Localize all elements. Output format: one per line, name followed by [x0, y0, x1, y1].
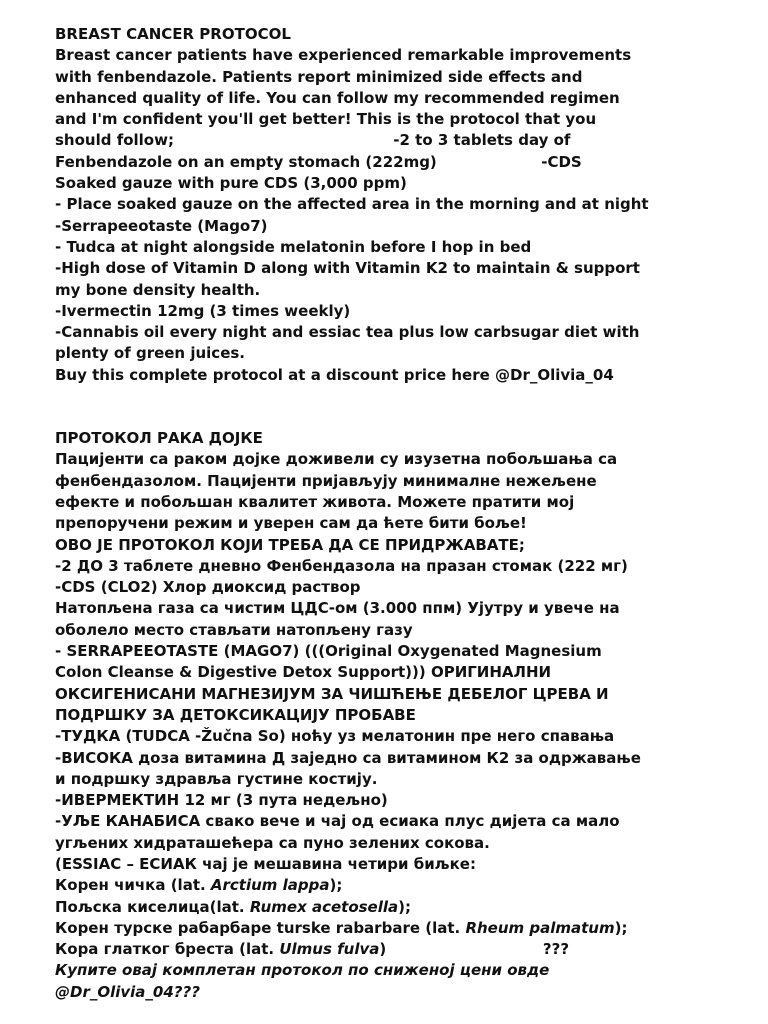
- serbian-line: -ТУДКА (TUDCA -Žučna So) ноћу уз мелатонин пре него спавања: [55, 727, 615, 746]
- serbian-line: фенбендазолом. Пацијенти пријављују минималне нежељене: [55, 471, 597, 490]
- serbian-line: препоручени режим и уверен сам да ћете бити боље!: [55, 514, 527, 533]
- herb-latin-name: Rheum palmatum: [465, 918, 615, 937]
- closing-line: @Dr_Olivia_04???: [55, 982, 200, 1001]
- herb-prefix: Пољска киселица(lat.: [55, 897, 250, 916]
- herb-prefix: Кора глатког бреста (lat.: [55, 940, 280, 959]
- serbian-line: и подршку здравља густине костију.: [55, 769, 378, 788]
- herb-line: [55, 918, 735, 939]
- serbian-line: -2 ДО 3 таблете дневно Фенбендазола на празан стомак (222 мг): [55, 556, 628, 575]
- herb-line: [55, 875, 735, 896]
- document-body: [55, 24, 735, 1003]
- herb-line: [55, 939, 735, 960]
- serbian-line: -УЉЕ КАНАБИСА свако вече и чај од есиака плус дијета са мало: [55, 812, 620, 831]
- serbian-line: оболело место стављати натопљену газу: [55, 620, 413, 639]
- english-line: -Cannabis oil every night and essiac tea plus low carbsugar diet with: [55, 323, 640, 342]
- english-line: -Ivermectin 12mg (3 times weekly): [55, 301, 351, 320]
- serbian-line: -ВИСОКА доза витамина Д заједно са витамином К2 за одржавање: [55, 748, 641, 767]
- english-line: -High dose of Vitamin D along with Vitamin K2 to maintain & support: [55, 259, 640, 278]
- english-line: Breast cancer patients have experienced remarkable improvements: [55, 46, 632, 65]
- serbian-line: ПОДРШКУ ЗА ДЕТОКСИКАЦИЈУ ПРОБАВЕ: [55, 705, 416, 724]
- serbian-line: -ИВЕРМЕКТИН 12 мг (3 пута недељно): [55, 791, 388, 810]
- herb-line: [55, 897, 735, 918]
- herb-latin-name: Arctium lappa: [210, 876, 330, 895]
- serbian-line: угљених хидраташећера са пуно зелених сокова.: [55, 833, 490, 852]
- english-line: should follow; -2 to 3 tablets day of: [55, 131, 571, 150]
- serbian-line: (ESSIAC – ЕСИАК чај је мешавина четири биљке:: [55, 854, 476, 873]
- serbian-line: Пацијенти са раком дојке доживели су изузетна побољшања са: [55, 450, 618, 469]
- herb-prefix: Корен турске рабарбаре turske rabarbare (lat.: [55, 918, 466, 937]
- serbian-line: -CDS (CLO2) Хлор диоксид раствор: [55, 578, 361, 597]
- english-line: my bone density health.: [55, 280, 261, 299]
- herb-suffix: );: [398, 897, 411, 916]
- english-line: Buy this complete protocol at a discount price here @Dr_Olivia_04: [55, 365, 614, 384]
- closing-line: Купите овај комплетан протокол по сниженој цени овде: [55, 961, 550, 980]
- english-line: Fenbendazole on an empty stomach (222mg) -CDS: [55, 152, 582, 171]
- herb-suffix: ) ???: [379, 940, 570, 959]
- english-line: enhanced quality of life. You can follow my recommended regimen: [55, 88, 620, 107]
- section-gap: [55, 386, 735, 428]
- english-line: -Serrapeeotaste (Mago7): [55, 216, 268, 235]
- english-line: - Place soaked gauze on the affected area in the morning and at night: [55, 195, 649, 214]
- english-line: with fenbendazole. Patients report minimized side effects and: [55, 67, 583, 86]
- english-title: BREAST CANCER PROTOCOL: [55, 25, 291, 43]
- herb-latin-name: Ulmus fulva: [279, 940, 380, 959]
- english-line: - Tudca at night alongside melatonin before I hop in bed: [55, 237, 532, 256]
- serbian-line: Colon Cleanse & Digestive Detox Support))) ОРИГИНАЛНИ: [55, 663, 552, 682]
- english-line: plenty of green juices.: [55, 344, 245, 363]
- serbian-title: ПРОТОКОЛ РАКА ДОЈКЕ: [55, 429, 263, 448]
- serbian-line: ОКСИГЕНИСАНИ МАГНЕЗИЈУМ ЗА ЧИШЋЕЊЕ ДЕБЕЛОГ ЦРЕВА И: [55, 684, 609, 703]
- english-line: and I'm confident you'll get better! This is the protocol that you: [55, 110, 597, 129]
- serbian-line: Натопљена газа са чистим ЦДС-ом (3.000 ппм) Ујутру и увече на: [55, 599, 620, 618]
- serbian-line: ефекте и побољшан квалитет живота. Можете пратити мој: [55, 492, 575, 511]
- herb-suffix: );: [329, 876, 343, 895]
- serbian-line: - SERRAPEEOTASTE (MAGO7) (((Original Oxygenated Magnesium: [55, 642, 602, 661]
- serbian-line: ОВО ЈЕ ПРОТОКОЛ КОЈИ ТРЕБА ДА СЕ ПРИДРЖАВАТЕ;: [55, 535, 525, 554]
- english-line: Soaked gauze with pure CDS (3,000 ppm): [55, 174, 407, 193]
- herb-latin-name: Rumex acetosella: [249, 897, 399, 916]
- herb-suffix: );: [614, 918, 628, 937]
- herb-prefix: Корен чичка (lat.: [55, 876, 211, 895]
